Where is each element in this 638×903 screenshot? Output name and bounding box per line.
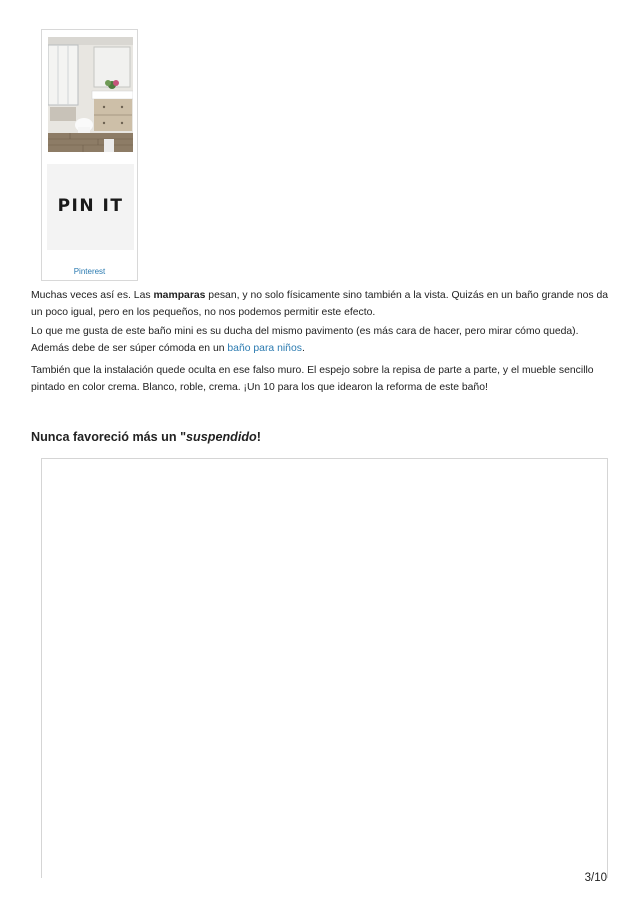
pin-it-label: PIN IT <box>57 196 124 216</box>
pinterest-card[interactable] <box>41 29 138 281</box>
heading-italic: suspendido <box>186 430 257 444</box>
paragraph-ducha <box>31 323 611 357</box>
paragraph-text: También que la instalación quede oculta en ese falso muro. El espejo sobre la repisa de parte a parte, y el mueble sencillo pintado en color crema. Blanco, roble, crema. ¡Un 10 para los que idearon la reforma de este baño! <box>31 365 594 393</box>
paragraph-text: Muchas veces así es. Las <box>31 290 154 301</box>
heading-text: ! <box>256 430 261 444</box>
section-heading <box>31 430 261 444</box>
page-number: 3/10 <box>584 872 607 884</box>
paragraph-mamparas <box>31 287 611 321</box>
paragraph-instalacion <box>31 362 611 396</box>
bold-term: mamparas <box>153 290 206 301</box>
heading-text: Nunca favoreció más un " <box>31 430 187 444</box>
image-embed-placeholder[interactable] <box>41 458 608 878</box>
bathroom-photo[interactable] <box>48 37 133 152</box>
paragraph-text: . <box>301 343 305 354</box>
paragraph-text: Lo que me gusta de este baño mini es su ducha del mismo pavimento (es más cara de hacer, pero mirar cómo queda). Además debe de ser súper cómoda en un <box>31 326 579 354</box>
pin-it-logo[interactable] <box>47 164 134 250</box>
bano-para-ninos-link[interactable]: baño para niños <box>227 343 302 354</box>
pinterest-link[interactable]: Pinterest <box>73 267 106 276</box>
paragraph-text: pesan, y no solo físicamente sino también a la vista. Quizás en un baño grande nos da un poco igual, pero en los pequeños, no nos podemos permitir este efecto. <box>31 290 609 318</box>
